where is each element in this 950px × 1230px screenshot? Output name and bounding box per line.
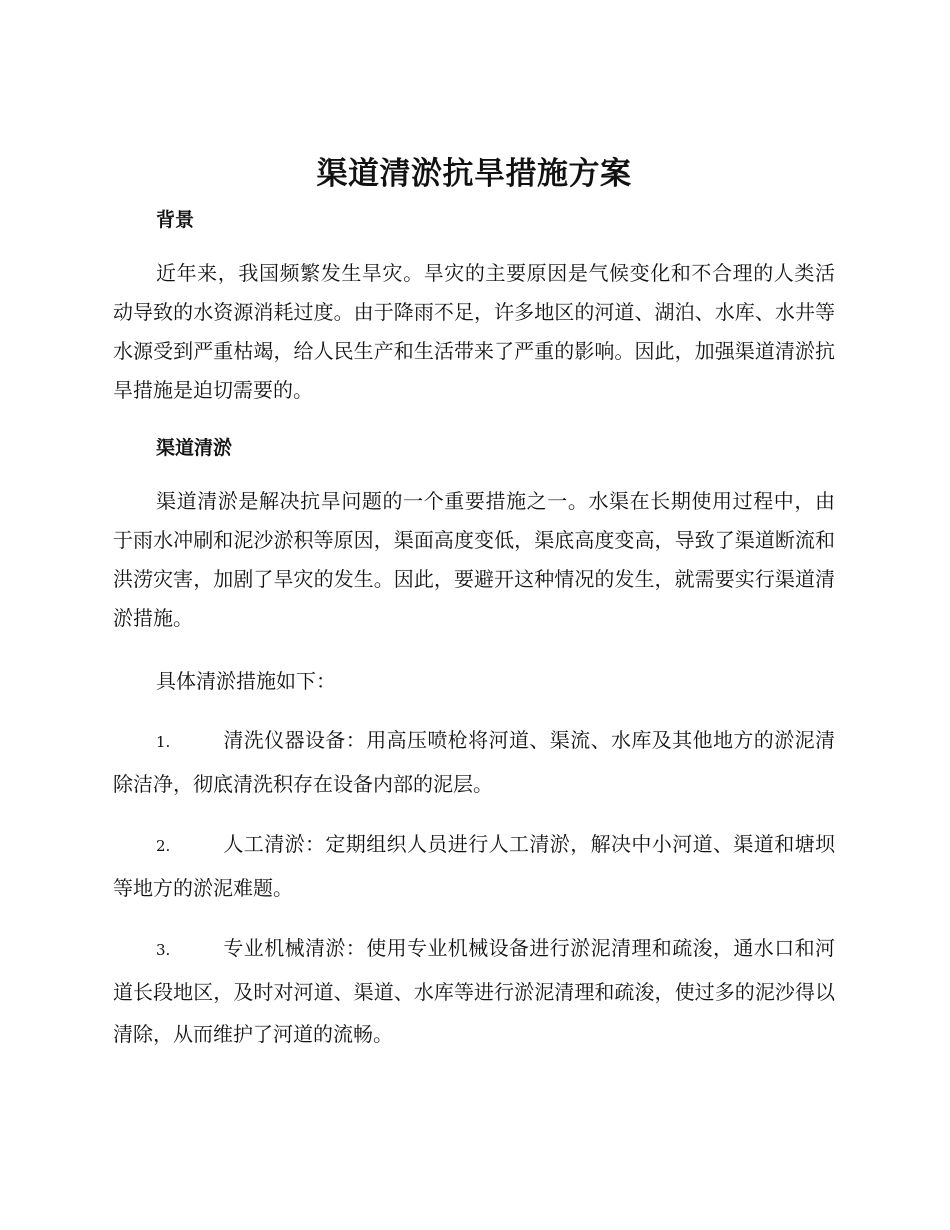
document-title: 渠道清淤抗旱措施方案 [316,156,632,192]
list-item [113,927,835,1055]
list-number: 1. [156,733,171,751]
section-heading-dredging: 渠道清淤 [156,437,233,459]
section-heading-background: 背景 [156,209,195,231]
paragraph-background: 近年来，我国频繁发生旱灾。旱灾的主要原因是气候变化和不合理的人类活动导致的水资源消耗过度。由于降雨不足，许多地区的河道、湖泊、水库、水井等水源受到严重枯竭，给人民生产和生活带来了严重的影响。因此，加强渠道清淤抗旱措施是迫切需要的。 [113,261,835,402]
list-item [113,823,835,909]
list-text: 人工清淤：定期组织人员进行人工清淤，解决中小河道、渠道和塘坝等地方的淤泥难题。 [113,832,835,900]
list-text: 专业机械清淤：使用专业机械设备进行淤泥清理和疏浚，通水口和河道长段地区，及时对河道、渠道、水库等进行淤泥清理和疏浚，使过多的泥沙得以清除，从而维护了河道的流畅。 [113,936,835,1046]
list-number: 3. [156,941,171,959]
measures-intro: 具体清淤措施如下： [156,669,336,693]
list-number: 2. [156,837,171,855]
list-item [113,719,835,805]
paragraph-dredging: 渠道清淤是解决抗旱问题的一个重要措施之一。水渠在长期使用过程中，由于雨水冲刷和泥沙淤积等原因，渠面高度变低，渠底高度变高，导致了渠道断流和洪涝灾害，加剧了旱灾的发生。因此，要避开这种情况的发生，就需要实行渠道清淤措施。 [113,489,835,630]
document-page [113,150,835,1055]
list-text: 清洗仪器设备：用高压喷枪将河道、渠流、水库及其他地方的淤泥清除洁净，彻底清洗积存在设备内部的泥层。 [113,728,835,796]
